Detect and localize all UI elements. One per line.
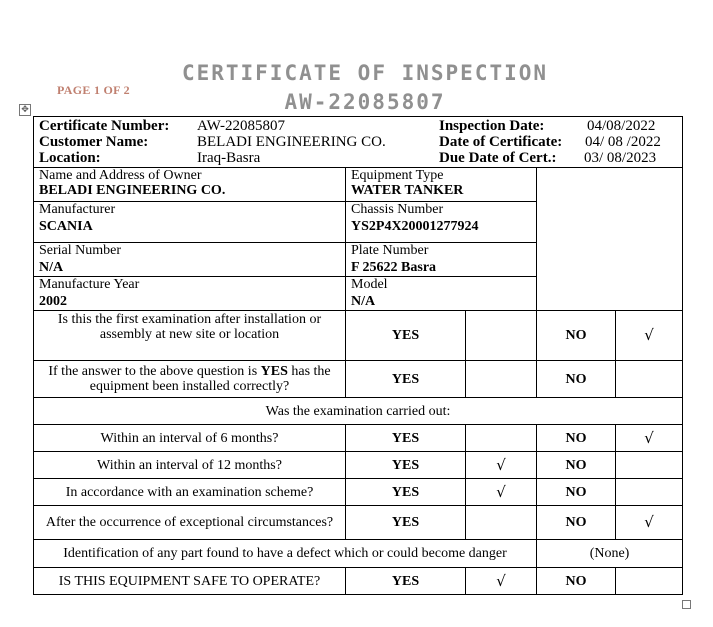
table-move-handle-icon[interactable]: ✥ bbox=[19, 104, 31, 116]
cert-number-label: Certificate Number: bbox=[39, 118, 170, 134]
exam-heading-row bbox=[34, 398, 683, 425]
q5-row bbox=[34, 479, 683, 506]
q1-row bbox=[34, 311, 683, 361]
certificate-id-title: AW-22085807 bbox=[284, 90, 446, 114]
q3-text: Within an interval of 6 months? bbox=[34, 425, 346, 452]
q3-row bbox=[34, 425, 683, 452]
q4-yes-check[interactable]: √ bbox=[466, 452, 537, 479]
inspection-date-value: 04/08/2022 bbox=[587, 118, 656, 134]
model-label: Model bbox=[351, 277, 388, 292]
q5-text: In accordance with an examination scheme? bbox=[34, 479, 346, 506]
serial-label: Serial Number bbox=[39, 243, 122, 258]
q2-text bbox=[34, 361, 346, 398]
defect-value: (None) bbox=[537, 540, 683, 568]
safe-yes-label: YES bbox=[346, 568, 466, 595]
q5-no-check[interactable] bbox=[616, 479, 683, 506]
safe-row bbox=[34, 568, 683, 595]
due-date-value: 03/ 08/2023 bbox=[584, 150, 657, 166]
defect-row bbox=[34, 540, 683, 568]
q2-row bbox=[34, 361, 683, 398]
equipment-type-value: WATER TANKER bbox=[351, 183, 464, 198]
year-value: 2002 bbox=[39, 294, 67, 309]
q1-yes-check[interactable] bbox=[466, 311, 537, 361]
header-row bbox=[34, 117, 683, 168]
q2-text-bold: YES bbox=[260, 364, 288, 379]
due-date-label: Due Date of Cert.: bbox=[439, 150, 557, 166]
info-row-owner bbox=[34, 168, 683, 202]
q4-row bbox=[34, 452, 683, 479]
year-label: Manufacture Year bbox=[39, 277, 140, 292]
defect-text: Identification of any part found to have a defect which or could become danger bbox=[34, 540, 537, 568]
q5-yes-label: YES bbox=[346, 479, 466, 506]
owner-value: BELADI ENGINEERING CO. bbox=[39, 183, 226, 198]
q6-text: After the occurrence of exceptional circumstances? bbox=[34, 506, 346, 540]
chassis-value: YS2P4X20001277924 bbox=[351, 219, 479, 234]
plate-value: F 25622 Basra bbox=[351, 260, 437, 275]
q1-no-check[interactable]: √ bbox=[616, 311, 683, 361]
customer-value: BELADI ENGINEERING CO. bbox=[197, 134, 386, 150]
certificate-title: CERTIFICATE OF INSPECTION bbox=[181, 61, 549, 85]
q6-yes-check[interactable] bbox=[466, 506, 537, 540]
page-number: PAGE 1 OF 2 bbox=[57, 83, 130, 97]
inspection-date-label: Inspection Date: bbox=[439, 118, 545, 134]
serial-value: N/A bbox=[39, 260, 64, 275]
cert-date-label: Date of Certificate: bbox=[439, 134, 563, 150]
safe-yes-check[interactable]: √ bbox=[466, 568, 537, 595]
q2-no-label: NO bbox=[537, 361, 616, 398]
safe-no-check[interactable] bbox=[616, 568, 683, 595]
q6-row bbox=[34, 506, 683, 540]
location-value: Iraq-Basra bbox=[197, 150, 261, 166]
manufacturer-value: SCANIA bbox=[39, 219, 93, 234]
q1-yes-label: YES bbox=[346, 311, 466, 361]
q3-no-label: NO bbox=[537, 425, 616, 452]
location-label: Location: bbox=[39, 150, 101, 166]
table-resize-handle[interactable] bbox=[682, 600, 691, 609]
q4-no-check[interactable] bbox=[616, 452, 683, 479]
q4-no-label: NO bbox=[537, 452, 616, 479]
q3-yes-check[interactable] bbox=[466, 425, 537, 452]
q4-text: Within an interval of 12 months? bbox=[34, 452, 346, 479]
q4-yes-label: YES bbox=[346, 452, 466, 479]
cert-number-value: AW-22085807 bbox=[197, 118, 285, 134]
q6-yes-label: YES bbox=[346, 506, 466, 540]
exam-heading: Was the examination carried out: bbox=[34, 398, 683, 425]
q6-no-check[interactable]: √ bbox=[616, 506, 683, 540]
q2-text-pre: If the answer to the above question is bbox=[48, 364, 261, 379]
owner-label: Name and Address of Owner bbox=[39, 168, 202, 183]
model-value: N/A bbox=[351, 294, 376, 309]
q3-yes-label: YES bbox=[346, 425, 466, 452]
q5-yes-check[interactable]: √ bbox=[466, 479, 537, 506]
safe-text: IS THIS EQUIPMENT SAFE TO OPERATE? bbox=[34, 568, 346, 595]
q2-yes-check[interactable] bbox=[466, 361, 537, 398]
q2-no-check[interactable] bbox=[616, 361, 683, 398]
safe-no-label: NO bbox=[537, 568, 616, 595]
cert-date-value: 04/ 08 /2022 bbox=[585, 134, 661, 150]
q6-no-label: NO bbox=[537, 506, 616, 540]
manufacturer-label: Manufacturer bbox=[39, 202, 116, 217]
q1-text: Is this the first examination after installation or assembly at new site or location bbox=[34, 311, 346, 361]
q1-no-label: NO bbox=[537, 311, 616, 361]
certificate-table bbox=[33, 116, 683, 595]
plate-label: Plate Number bbox=[351, 243, 429, 258]
q3-no-check[interactable]: √ bbox=[616, 425, 683, 452]
customer-label: Customer Name: bbox=[39, 134, 149, 150]
q2-text-post: has the equipment been installed correctly? bbox=[89, 364, 331, 394]
q2-yes-label: YES bbox=[346, 361, 466, 398]
chassis-label: Chassis Number bbox=[351, 202, 444, 217]
equipment-type-label: Equipment Type bbox=[351, 168, 444, 183]
q5-no-label: NO bbox=[537, 479, 616, 506]
